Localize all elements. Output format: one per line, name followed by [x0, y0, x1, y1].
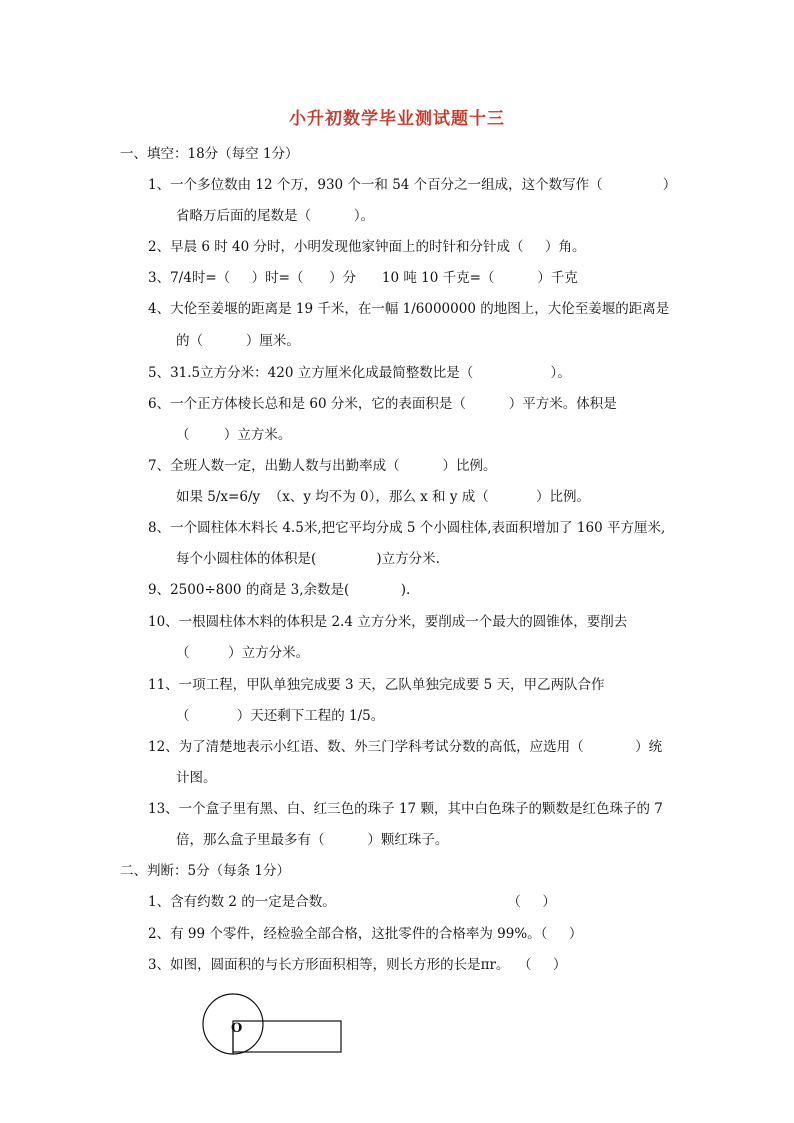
- question-line: 如果 5/x=6/y （x、y 均不为 0），那么 x 和 y 成（ ）比例。: [176, 489, 590, 505]
- question-line: 6、一个正方体棱长总和是 60 分米，它的表面积是（ ）平方米。体积是: [148, 396, 617, 412]
- question-line: 13、一个盒子里有黑、白、红三色的珠子 17 颗，其中白色珠子的颗数是红色珠子的 7: [148, 801, 663, 817]
- question-line: （ ）立方米。: [176, 427, 292, 443]
- question-line: 5、31.5立方分米：420 立方厘米化成最简整数比是（ ）。: [148, 365, 571, 381]
- section-heading-fill-blank: 一、填空：18分（每空 1分）: [120, 146, 299, 162]
- rectangle-shape: [233, 1021, 341, 1052]
- question-line: 4、大伦至姜堰的距离是 19 千米，在一幅 1/6000000 的地图上，大伦至姜堰的距离是: [148, 301, 670, 317]
- question-line: 1、一个多位数由 12 个万，930 个一和 54 个百分之一组成，这个数写作（ ）: [148, 177, 677, 193]
- question-line: 12、为了清楚地表示小红语、数、外三门学科考试分数的高低，应选用（ ）统: [148, 739, 663, 755]
- question-line: （ ）立方分米。: [176, 645, 310, 661]
- question-line: （ ）天还剩下工程的 1/5。: [176, 708, 385, 724]
- question-line: 11、一项工程，甲队单独完成要 3 天，乙队单独完成要 5 天，甲乙两队合作: [148, 677, 605, 693]
- question-line: 10、一根圆柱体木料的体积是 2.4 立方分米，要削成一个最大的圆锥体，要削去: [148, 614, 628, 630]
- question-line: 的（ ）厘米。: [176, 333, 300, 349]
- question-line: 省略万后面的尾数是（ ）。: [176, 208, 375, 224]
- question-line: 每个小圆柱体的体积是( )立方分米.: [176, 551, 440, 567]
- question-line: 倍，那么盒子里最多有（ ）颗红珠子。: [176, 832, 449, 848]
- judgement-line: 1、含有约数 2 的一定是合数。 （ ）: [148, 894, 556, 910]
- center-label: O: [231, 1021, 243, 1036]
- question-line: 8、一个圆柱体木料长 4.5米,把它平均分成 5 个小圆柱体,表面积增加了 160 平方厘米,: [148, 520, 666, 536]
- question-line: 计图。: [176, 770, 217, 786]
- judgement-line: 3、如图，圆面积的与长方形面积相等，则长方形的长是πr。 （ ）: [148, 957, 567, 973]
- section-heading-true-false: 二、判断：5分（每条 1分）: [120, 863, 290, 879]
- question-line: 2、早晨 6 时 40 分时，小明发现他家钟面上的时针和分针成（ ）角。: [148, 239, 586, 255]
- question-line: 3、7/4时=（ ）时=（ ）分 10 吨 10 千克=（ ）千克: [148, 270, 578, 286]
- circle-rectangle-figure: [200, 992, 350, 1062]
- question-line: 7、全班人数一定，出勤人数与出勤率成（ ）比例。: [148, 458, 497, 474]
- question-line: 9、2500÷800 的商是 3,余数是( ).: [148, 582, 411, 598]
- page-title: 小升初数学毕业测试题十三: [289, 109, 505, 129]
- judgement-line: 2、有 99 个零件，经检验全部合格，这批零件的合格率为 99%。（ ）: [148, 926, 583, 942]
